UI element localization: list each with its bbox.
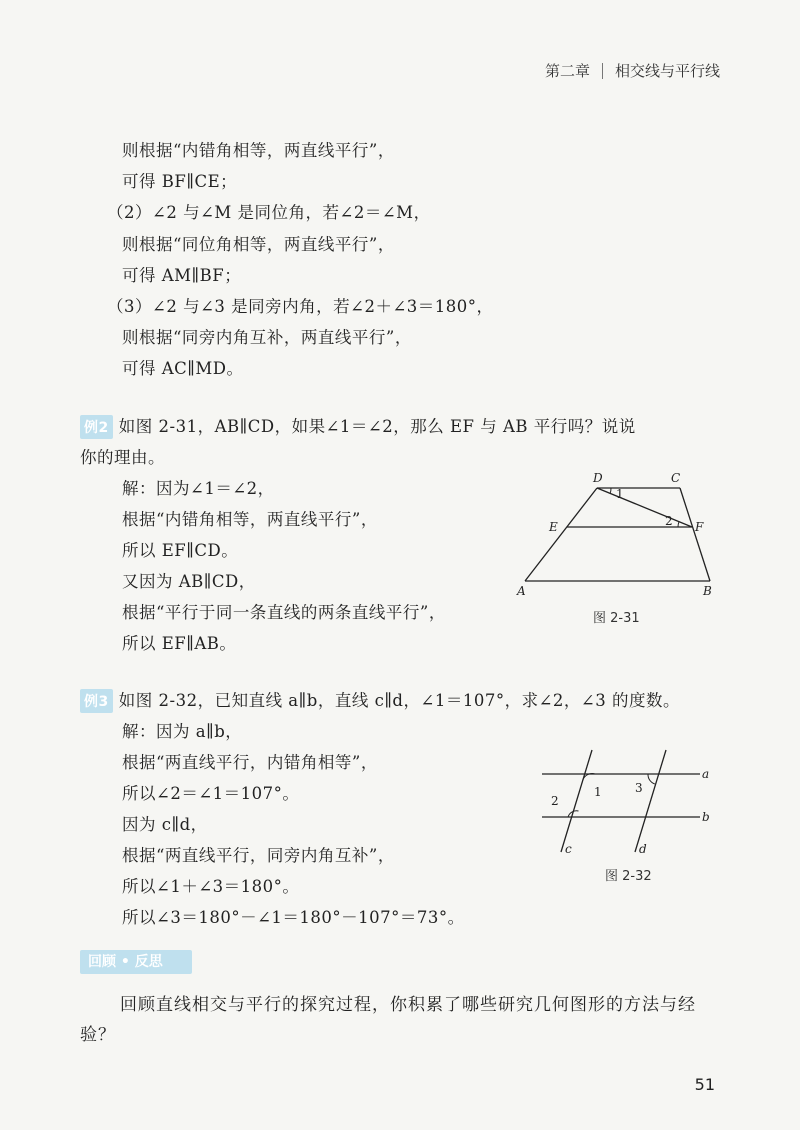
proof-line: 则根据“内错角相等，两直线平行”， [122,141,395,160]
angle-3-arc [648,774,655,784]
example3-solution-line: 解：因为 a∥b， [122,722,243,741]
figure-2-32 [530,745,720,860]
label-angle-3: 3 [635,781,643,795]
segment-CB [680,488,710,581]
example2-solution-line: 所以 EF∥CD。 [122,541,239,560]
segment-DF [597,488,692,527]
example3-question [80,687,680,713]
label-a: a [702,767,710,781]
example2-solution-line: 所以 EF∥AB。 [122,634,237,653]
example3-solution-line: 所以∠2＝∠1＝107°。 [122,784,300,803]
proof-line: 可得 BF∥CE； [122,172,238,191]
label-E: E [549,520,558,534]
figure-2-31-caption: 图 2-31 [593,611,640,626]
proof-line: 则根据“同位角相等，两直线平行”， [122,235,395,254]
proof-line: （2）∠2 与∠M 是同位角，若∠2＝∠M， [107,203,431,222]
example3-solution-line: 因为 c∥d， [122,815,208,834]
example2-question-line1: 如图 2-31，AB∥CD，如果∠1＝∠2，那么 EF 与 AB 平行吗？说说 [118,417,636,436]
line-c [561,750,592,852]
example2-solution-line: 根据“平行于同一条直线的两条直线平行”， [122,603,446,622]
review-tag: 回顾 • 反思 [80,950,192,974]
header-divider [602,63,603,79]
example3-solution-line: 根据“两直线平行，同旁内角互补”， [122,846,395,865]
label-B: B [703,584,712,598]
label-A: A [517,584,526,598]
figure-2-32-caption: 图 2-32 [605,869,652,884]
label-b: b [702,810,710,824]
figure-2-31 [505,468,730,608]
review-text: 回顾直线相交与平行的探究过程，你积累了哪些研究几何图形的方法与经验？ [80,995,696,1045]
angle-1-arc [610,488,611,494]
label-angle-2: 2 [665,514,673,528]
proof-line: （3）∠2 与∠3 是同旁内角，若∠2＋∠3＝180°， [107,297,494,316]
chapter-label: 第二章 [544,62,590,80]
example3-solution-line: 根据“两直线平行，内错角相等”， [122,753,378,772]
label-angle-2: 2 [551,794,559,808]
label-angle-1: 1 [594,785,602,799]
label-c: c [565,842,572,856]
example3-solution-line: 所以∠1＋∠3＝180°。 [122,877,300,896]
segment-DA [525,488,597,581]
label-F: F [695,520,704,534]
example3-question-text: 如图 2-32，已知直线 a∥b，直线 c∥d，∠1＝107°，求∠2，∠3 的度数。 [118,691,680,710]
proof-line: 则根据“同旁内角互补，两直线平行”， [122,328,412,347]
label-angle-1: 1 [616,487,624,501]
example2-question [80,413,636,439]
example3-solution-line: 所以∠3＝180°－∠1＝180°－107°＝73°。 [122,908,465,927]
angle-2-arc [678,522,679,527]
example2-question-line2: 你的理由。 [80,448,165,467]
label-d: d [639,842,647,856]
label-D: D [593,471,603,485]
proof-line: 可得 AM∥BF； [122,266,242,285]
example2-solution-line: 解：因为∠1＝∠2， [122,479,275,498]
chapter-header [545,60,720,81]
proof-line: 可得 AC∥MD。 [122,359,244,378]
line-d [635,750,666,852]
example2-solution-line: 根据“内错角相等，两直线平行”， [122,510,378,529]
example3-tag: 例3 [80,689,113,713]
chapter-title: 相交线与平行线 [614,62,720,80]
example2-solution-line: 又因为 AB∥CD， [122,572,256,591]
example2-tag: 例2 [80,415,113,439]
page-number: 51 [694,1075,715,1094]
label-C: C [671,471,681,485]
